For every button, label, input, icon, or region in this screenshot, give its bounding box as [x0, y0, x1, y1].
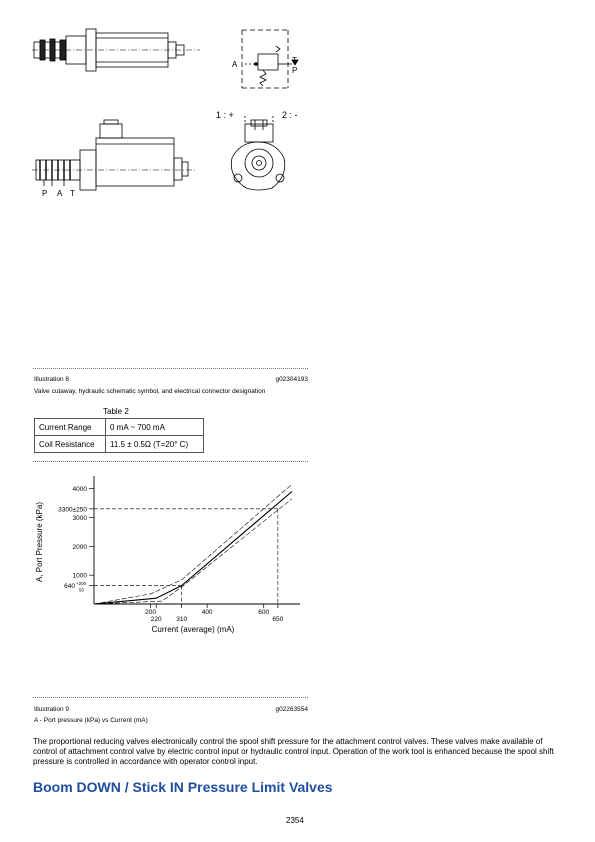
schematic-label-t: T — [292, 56, 297, 65]
y-tick-label: 1000 — [72, 572, 87, 580]
x-tick-label: 600 — [258, 609, 270, 616]
valve-side-view — [32, 29, 200, 71]
x-tick-label: 220 — [150, 616, 162, 623]
chart-series-group — [94, 484, 292, 604]
connector-pin1-label: 1 : + — [216, 110, 234, 120]
table-row — [35, 436, 204, 453]
chart-tick-labels — [58, 486, 284, 623]
x-tick-label: 400 — [201, 609, 213, 616]
illustration-9-caption: A - Port pressure (kPa) vs Current (mA) — [34, 717, 148, 724]
illustration-9-label: Illustration 9 — [34, 706, 70, 713]
caption-rule — [33, 368, 308, 369]
x-tick-label: 650 — [272, 616, 284, 623]
hydraulic-schematic-symbol — [242, 30, 298, 88]
section-heading: Boom DOWN / Stick IN Pressure Limit Valves — [33, 779, 333, 795]
body-paragraph: The proportional reducing valves electronically control the spool shift pressure for the attachment control valves. These valves make available of control of attachment control valve by electric control input or hydraulic control input. Operation of the work tool is enhanced because the spool shift pressure is controlled in accordance with operator control input. — [33, 737, 554, 766]
illustration-9-id: g02263554 — [275, 706, 308, 713]
chart-axes — [89, 476, 300, 608]
port-label-p: P — [42, 189, 48, 198]
table-cell-value: 11.5 ± 0.5Ω (T=20° C) — [106, 436, 204, 453]
y-tick-label: 3300±250 — [58, 506, 87, 514]
y-tick-tolerance-upper: +200 — [76, 581, 87, 587]
spec-table — [34, 418, 204, 453]
table-cell-value: 0 mA ~ 700 mA — [106, 419, 204, 436]
table-row — [35, 419, 204, 436]
valve-cutaway-view — [32, 120, 195, 190]
port-label-t: T — [70, 189, 75, 198]
x-tick-label: 310 — [176, 616, 188, 623]
series-line-solid — [94, 492, 292, 605]
illustration-8-caption: Valve cutaway, hydraulic schematic symbol, and electrical connector designation — [34, 388, 266, 395]
table-title: Table 2 — [103, 407, 129, 416]
schematic-label-a: A — [232, 60, 238, 69]
page-number: 2354 — [286, 816, 304, 825]
x-tick-label: 200 — [145, 609, 157, 616]
y-tick-tolerance-lower: 50 — [79, 587, 85, 593]
valve-cutaway-illustration — [30, 20, 320, 200]
table-cell-key: Coil Resistance — [35, 436, 106, 453]
y-axis-label: A, Port Pressure (kPa) — [35, 501, 44, 583]
series-line-dashed-upper — [94, 484, 292, 604]
illustration-8-label: Illustration 8 — [34, 376, 70, 383]
y-tick-label: 640 — [64, 583, 75, 591]
caption-rule — [33, 697, 308, 698]
x-axis-label: Current (average) (mA) — [151, 625, 235, 634]
chart-reference-lines — [94, 509, 278, 604]
pressure-vs-current-chart — [30, 470, 310, 640]
schematic-label-p: P — [292, 66, 298, 75]
port-label-a: A — [57, 189, 63, 198]
connector-pin2-label: 2 : - — [282, 110, 298, 120]
table-cell-key: Current Range — [35, 419, 106, 436]
y-tick-label: 4000 — [72, 486, 87, 494]
y-tick-label: 3000 — [72, 514, 87, 522]
chart-top-rule — [33, 461, 308, 462]
illustration-8-id: g02304193 — [275, 376, 308, 383]
y-tick-label: 2000 — [72, 543, 87, 551]
electrical-connector-view — [231, 116, 285, 190]
series-line-dashed-lower — [94, 499, 292, 604]
